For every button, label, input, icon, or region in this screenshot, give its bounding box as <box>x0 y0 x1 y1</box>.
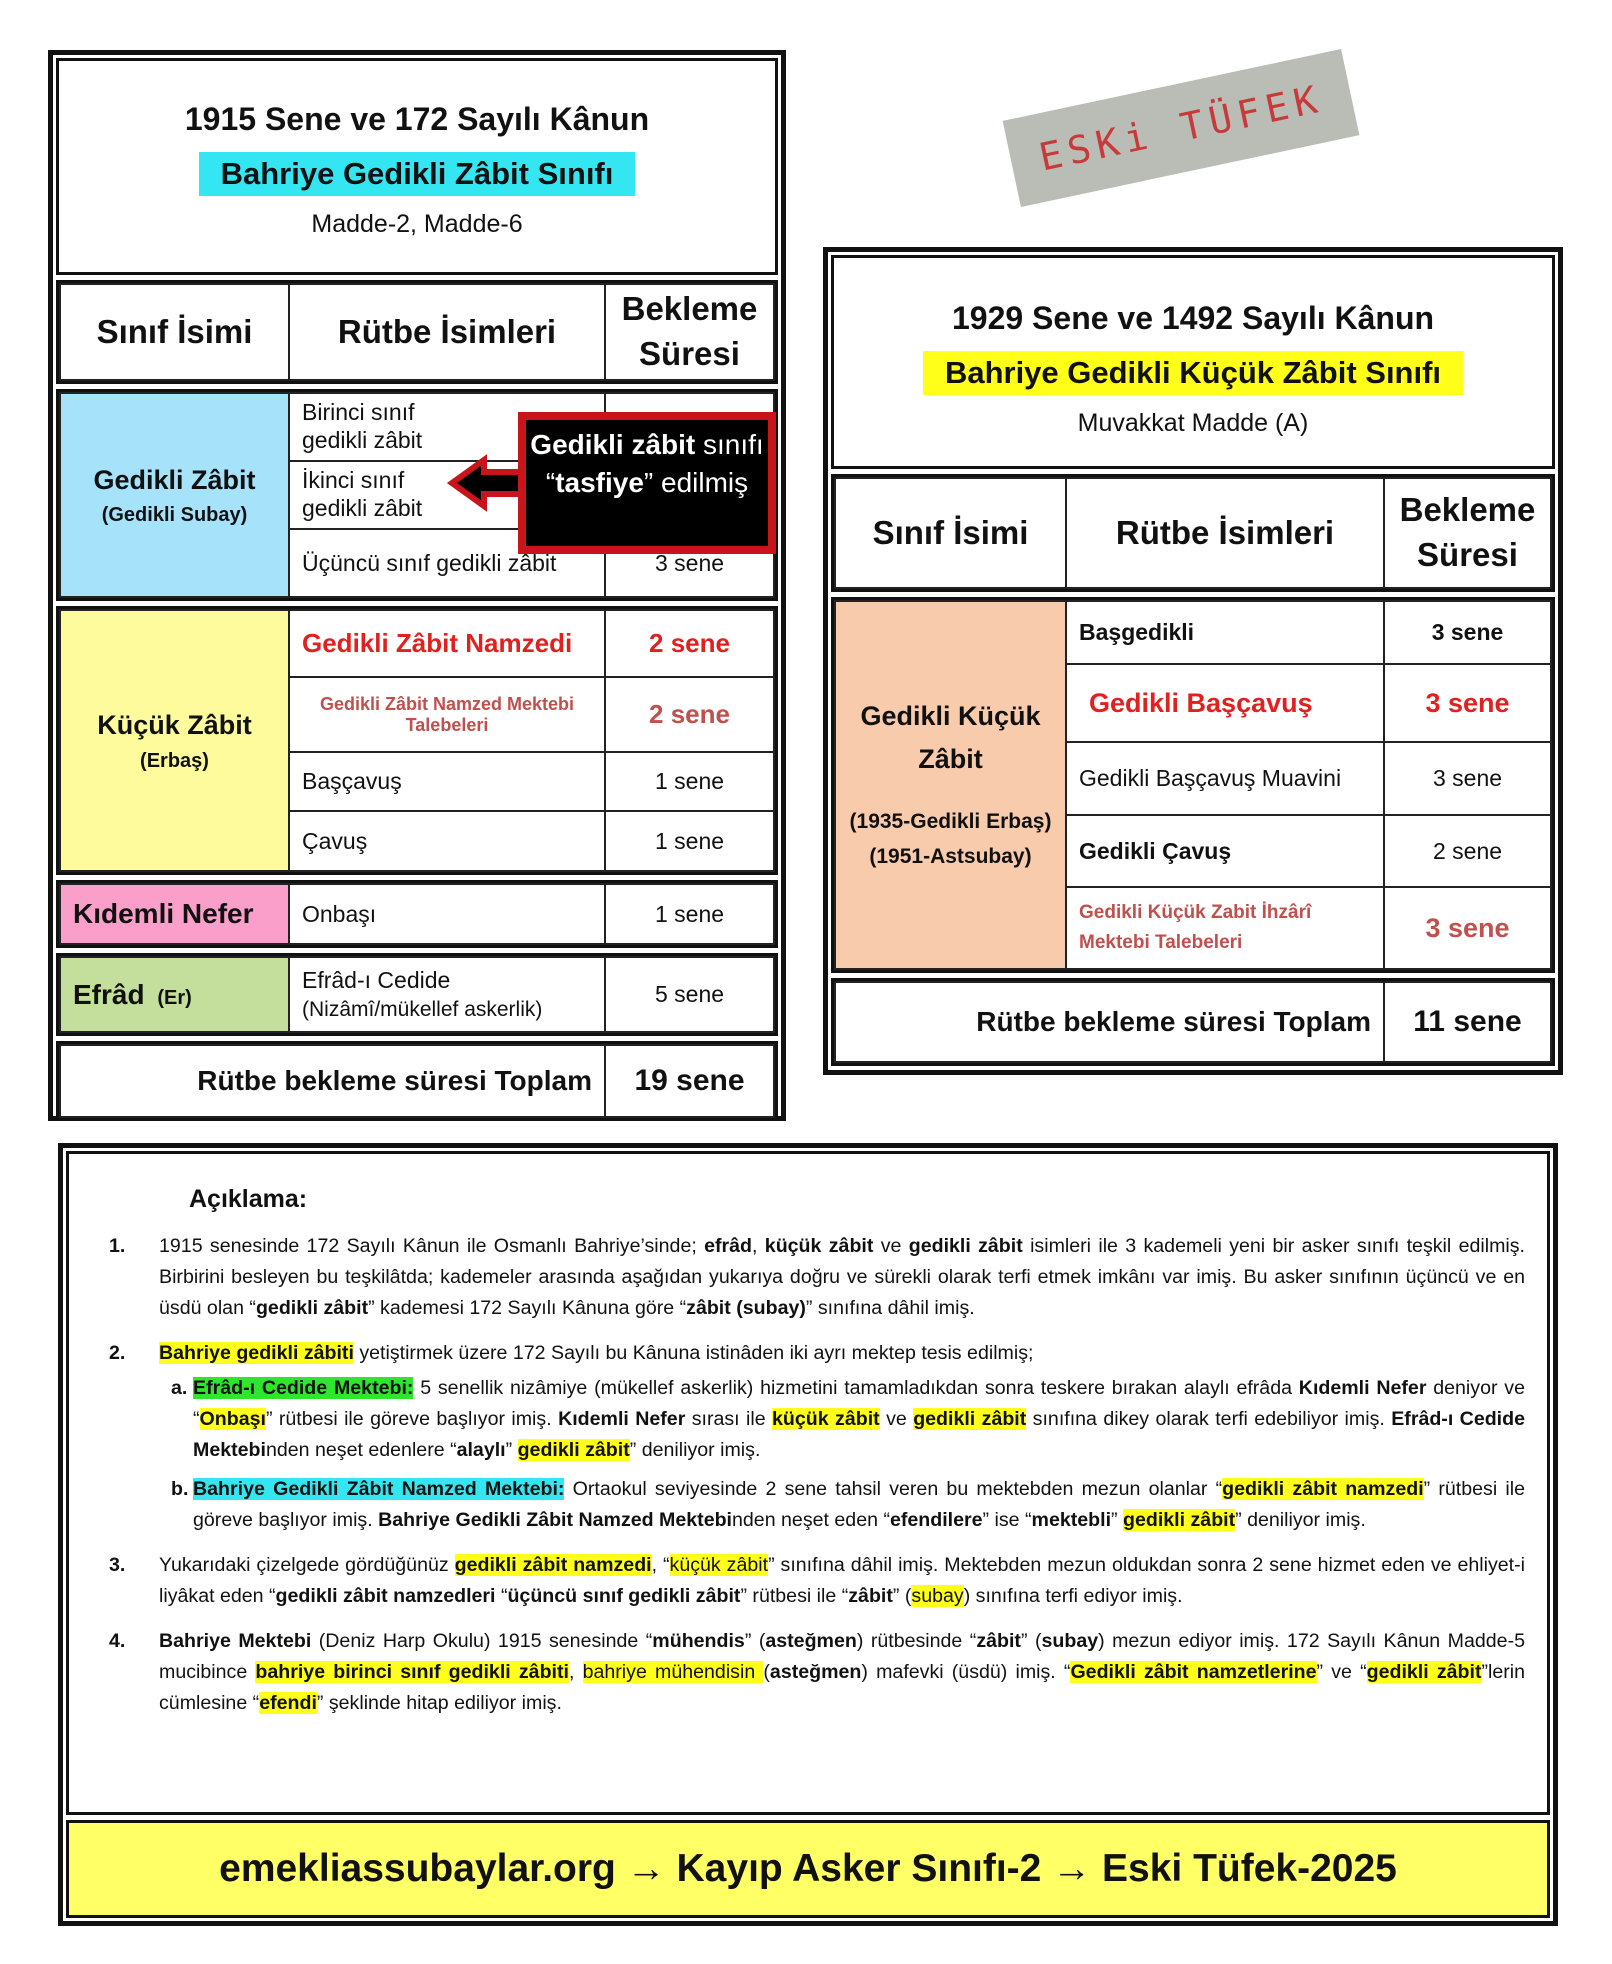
text-segment: ) mafevki (üsdü) imiş. “ <box>861 1661 1071 1683</box>
highlighted-text: Bahriye gedikli zâbiti <box>159 1342 354 1364</box>
text-segment: alaylı <box>456 1439 506 1461</box>
articles: Muvakkat Madde (A) <box>1077 409 1309 437</box>
wait: 3 sene <box>605 529 774 597</box>
rank-name: Efrâd-ı Cedide <box>302 966 451 993</box>
text-segment: ) mezun ediyor imiş. 172 Sayılı Kânun Madde-5 mucibince <box>159 1630 1525 1683</box>
text-segment: efendilere <box>889 1509 983 1531</box>
item-text <box>159 1338 1525 1369</box>
group-cell <box>60 957 289 1032</box>
class-subtitle: Bahriye Gedikli Küçük Zâbit Sınıfı <box>923 351 1463 395</box>
text-segment: zâbit (subay) <box>686 1297 806 1319</box>
text-segment: sınıfına dikey olarak terfi edebiliyor imiş. <box>1026 1408 1392 1430</box>
text-segment: Kıdemli Nefer <box>558 1408 686 1430</box>
header-rank: Rütbe İsimleri <box>1066 478 1384 588</box>
list-item <box>109 1550 1525 1612</box>
total-label: Rütbe bekleme süresi Toplam <box>60 1045 605 1117</box>
rank: Başgedikli <box>1066 601 1384 664</box>
text-segment: Yukarıdaki çizelgede gördüğünüz <box>159 1554 455 1576</box>
highlighted-text: Bahriye Gedikli Zâbit Namzed Mektebi: <box>193 1478 565 1500</box>
text-segment: zâbit <box>848 1585 893 1607</box>
text-segment: gedikli zâbit <box>908 1235 1023 1257</box>
explanation-content <box>66 1151 1550 1815</box>
group-name: Küçük Zâbit <box>97 710 252 741</box>
rank: Üçüncü sınıf gedikli zâbit <box>289 529 605 597</box>
item-number: 2. <box>109 1342 126 1364</box>
text-segment: Bahriye Gedikli Zâbit Namzed Mektebi <box>378 1509 732 1531</box>
wait: 1 sene <box>605 752 774 811</box>
text-segment: Efrâd-ı Cedide Mektebi <box>193 1408 1525 1461</box>
text-segment: ” şeklinde hitap ediliyor imiş. <box>316 1692 562 1714</box>
group-alt-1: (1935-Gedikli Erbaş) <box>849 809 1052 833</box>
group-efrad <box>56 953 778 1036</box>
text-segment: isimleri ile 3 kademeli yeni bir asker sınıfı teşkil edilmiş. Birbirini besleyen bu teşkilâtda; kademeler arasında aşağıdan yukarıya doğru ve sürekli olarak terfi etmek imkânı var imiş. Bu asker sınıfının üçüncü ve en üsdü olan “ <box>159 1235 1525 1319</box>
sub-item <box>171 1373 1525 1466</box>
rank: Onbaşı <box>289 884 605 944</box>
wait: 2 sene <box>605 610 774 677</box>
total-label: Rütbe bekleme süresi Toplam <box>835 982 1384 1062</box>
highlighted-text: küçük zâbit <box>669 1554 769 1576</box>
text-segment: ” sınıfına dâhil imiş. Mektebden mezun oldukdan sonra 2 sene hizmet eden ve ehliyet-i liyâkat eden “ <box>159 1554 1526 1607</box>
text-segment: Ortaokul seviyesinde 2 sene tahsil veren bu mektebden mezun olanlar “ <box>564 1478 1223 1500</box>
group-gedikli-kucuk-zabit <box>831 597 1555 973</box>
eski-tufek-stamp: ESKi TÜFEK <box>1003 49 1360 207</box>
header-class: Sınıf İsimi <box>60 284 289 380</box>
text-segment: ” deniliyor imiş. <box>1235 1509 1366 1531</box>
item-text <box>159 1231 1525 1324</box>
group-name: Kıdemli Nefer <box>60 884 289 944</box>
text-segment: nden neşet eden “ <box>732 1509 890 1531</box>
sub-item-label: b. <box>171 1478 189 1500</box>
text-segment: ” ( <box>892 1585 912 1607</box>
list-item <box>109 1338 1525 1369</box>
text-segment: ve <box>873 1235 909 1257</box>
footer-banner: emekliassubaylar.org → Kayıp Asker Sınıfı-2 → Eski Tüfek-2025 <box>66 1820 1550 1918</box>
highlighted-text: Gedikli zâbit namzetlerine <box>1070 1661 1317 1683</box>
group-alt-2: (1951-Astsubay) <box>869 845 1032 869</box>
text-segment: ) sınıfına terfi ediyor imiş. <box>963 1585 1183 1607</box>
text-segment: ” sınıfına dâhil imiş. <box>805 1297 975 1319</box>
rank: Gedikli Zâbit Namzed Mektebi Talebeleri <box>289 677 605 752</box>
text-segment: ” ( <box>1020 1630 1042 1652</box>
class-subtitle: Bahriye Gedikli Zâbit Sınıfı <box>199 152 636 196</box>
rank: İkinci sınıf gedikli zâbit <box>302 467 423 521</box>
header-wait: Bekleme Süresi <box>605 284 774 380</box>
header-rank: Rütbe İsimleri <box>289 284 605 380</box>
sub-item-text <box>193 1474 1525 1536</box>
header-class: Sınıf İsimi <box>835 478 1066 588</box>
highlighted-text: gedikli zâbit <box>1123 1509 1236 1531</box>
wait: 3 sene <box>1384 601 1551 664</box>
group-alt: (Gedikli Subay) <box>101 504 248 527</box>
rank: Birinci sınıf gedikli zâbit <box>302 399 423 453</box>
highlighted-text: efendi <box>259 1692 317 1714</box>
rank: Çavuş <box>289 811 605 871</box>
text-segment: ” deniliyor imiş. <box>629 1439 761 1461</box>
text-segment: Bahriye Mektebi <box>159 1630 312 1652</box>
highlighted-text: subay <box>911 1585 964 1607</box>
text-segment: ” <box>505 1439 518 1461</box>
callout-text <box>530 426 764 502</box>
rank: Gedikli Başçavuş Muavini <box>1066 742 1384 815</box>
total-section <box>831 978 1555 1066</box>
text-segment: ” rütbesi ile göreve başlıyor imiş. <box>265 1408 559 1430</box>
text-segment: gedikli zâbit namzedleri <box>275 1585 496 1607</box>
text-segment: ” rütbesi ile “ <box>740 1585 849 1607</box>
highlighted-text: gedikli zâbit namzedi <box>454 1554 652 1576</box>
sub-item <box>171 1474 1525 1536</box>
group-kidemli-nefer <box>56 880 778 948</box>
text-segment: gedikli zâbit <box>255 1297 369 1319</box>
law-title: 1915 Sene ve 172 Sayılı Kânun <box>184 101 650 137</box>
text-segment: ” kademesi 172 Sayılı Kânuna göre “ <box>368 1297 687 1319</box>
text-segment: ” <box>1111 1509 1123 1531</box>
text-segment: zâbit <box>976 1630 1021 1652</box>
highlighted-text: bahriye mühendisin <box>582 1661 764 1683</box>
wait: 2 sene <box>1384 815 1551 887</box>
rank: Gedikli Zâbit Namzedi <box>289 610 605 677</box>
list-item <box>109 1231 1525 1324</box>
text-segment: asteğmen <box>765 1630 857 1652</box>
wait: 3 sene <box>1384 887 1551 969</box>
group-alt: (Er) <box>157 986 192 1009</box>
callout-quote: “ <box>545 467 556 498</box>
text-segment: sırası ile <box>685 1408 773 1430</box>
text-segment: ve <box>879 1408 914 1430</box>
wait: 1 sene <box>605 884 774 944</box>
item-number: 3. <box>109 1554 126 1576</box>
rank: Başçavuş <box>289 752 605 811</box>
total-value: 11 sene <box>1384 982 1551 1062</box>
highlighted-text: küçük zâbit <box>772 1408 880 1430</box>
highlighted-text: gedikli zâbit <box>517 1439 630 1461</box>
table-row <box>60 957 774 1032</box>
text-segment: yetiştirmek üzere 172 Sayılı bu Kânuna istinâden iki ayrı mektep tesis edilmiş; <box>353 1342 1034 1364</box>
wait: 3 sene <box>1384 742 1551 815</box>
group-cell <box>835 601 1066 969</box>
item-text <box>159 1626 1525 1719</box>
group-alt: (Erbaş) <box>140 749 209 772</box>
highlighted-text: gedikli zâbit <box>913 1408 1027 1430</box>
highlighted-text: gedikli zâbit <box>1366 1661 1482 1683</box>
text-segment: subay <box>1041 1630 1099 1652</box>
highlighted-text: Efrâd-ı Cedide Mektebi: <box>193 1377 414 1399</box>
text-segment: ” ve “ <box>1316 1661 1367 1683</box>
explanation-list <box>109 1231 1525 1719</box>
text-segment: Kıdemli Nefer <box>1298 1377 1427 1399</box>
header-section <box>831 474 1555 592</box>
articles: Madde-2, Madde-6 <box>311 210 523 238</box>
explanation-heading: Açıklama: <box>189 1185 308 1213</box>
rank <box>289 957 605 1032</box>
text-segment: deniyor ve “ <box>193 1377 1525 1430</box>
wait: 1 sene <box>605 811 774 871</box>
callout-bold-2: tasfiye <box>555 467 644 498</box>
text-segment: “ <box>495 1585 508 1607</box>
table-1929 <box>823 247 1563 1075</box>
text-segment: ” ( <box>744 1630 766 1652</box>
explanation-box <box>58 1143 1558 1926</box>
list-item <box>109 1626 1525 1719</box>
rank: Gedikli Çavuş <box>1066 815 1384 887</box>
item-number: 1. <box>109 1235 126 1257</box>
text-segment: üçüncü sınıf gedikli zâbit <box>507 1585 741 1607</box>
wait: 5 sene <box>605 957 774 1032</box>
total-section <box>56 1041 778 1121</box>
sub-item-label: a. <box>171 1377 188 1399</box>
text-segment: 1915 senesinde 172 Sayılı Kânun ile Osmanlı Bahriye’sinde; <box>159 1235 705 1257</box>
callout-text-2: ” edilmiş <box>643 467 749 498</box>
rank: Gedikli Küçük Zabit İhzârî Mektebi Talebeleri <box>1066 887 1384 969</box>
text-segment: mühendis <box>652 1630 745 1652</box>
text-segment: asteğmen <box>769 1661 862 1683</box>
text-segment: 5 senellik nizâmiye (mükellef askerlik) hizmetini tamamladıkdan sonra teskere bırakan alaylı efrâda <box>413 1377 1299 1399</box>
item-number: 4. <box>109 1630 126 1652</box>
sub-item-text <box>193 1373 1525 1466</box>
text-segment: ( <box>763 1661 770 1683</box>
text-segment: küçük zâbit <box>764 1235 874 1257</box>
group-name: Efrâd <box>73 978 145 1010</box>
text-segment: mektebli <box>1031 1509 1112 1531</box>
law-title: 1929 Sene ve 1492 Sayılı Kânun <box>951 300 1435 336</box>
group-name: Gedikli Zâbit <box>93 464 256 495</box>
wait: 2 sene <box>605 677 774 752</box>
rank-note: (Nizâmî/mükellef askerlik) <box>302 997 543 1021</box>
text-segment: (Deniz Harp Okulu) 1915 senesinde “ <box>311 1630 653 1652</box>
text-segment: ” rütbesi ile göreve başlıyor imiş. <box>193 1478 1525 1531</box>
text-segment: ” ise “ <box>982 1509 1032 1531</box>
callout-bold: Gedikli zâbit <box>530 429 696 460</box>
group-name: Gedikli Küçük Zâbit <box>860 701 1041 775</box>
table-row <box>60 884 774 944</box>
header-wait: Bekleme Süresi <box>1384 478 1551 588</box>
table-row <box>835 601 1551 664</box>
highlighted-text: bahriye birinci sınıf gedikli zâbiti <box>255 1661 569 1683</box>
highlighted-text: gedikli zâbit namzedi <box>1222 1478 1424 1500</box>
item-text <box>159 1550 1525 1612</box>
text-segment: , <box>568 1661 583 1683</box>
text-segment: nden neşet edenlere “ <box>265 1439 457 1461</box>
wait: 3 sene <box>1384 664 1551 742</box>
text-segment: ) rütbesinde “ <box>856 1630 977 1652</box>
callout-text-1: sınıfı <box>695 429 764 460</box>
highlighted-text: Onbaşı <box>199 1408 266 1430</box>
rank: Gedikli Başçavuş <box>1066 664 1384 742</box>
text-segment: , “ <box>651 1554 670 1576</box>
text-segment: ”lerin cümlesine “ <box>159 1661 1526 1714</box>
text-segment: , <box>752 1235 765 1257</box>
total-value: 19 sene <box>605 1045 774 1117</box>
table-1929-title <box>831 255 1555 469</box>
text-segment: efrâd <box>704 1235 753 1257</box>
